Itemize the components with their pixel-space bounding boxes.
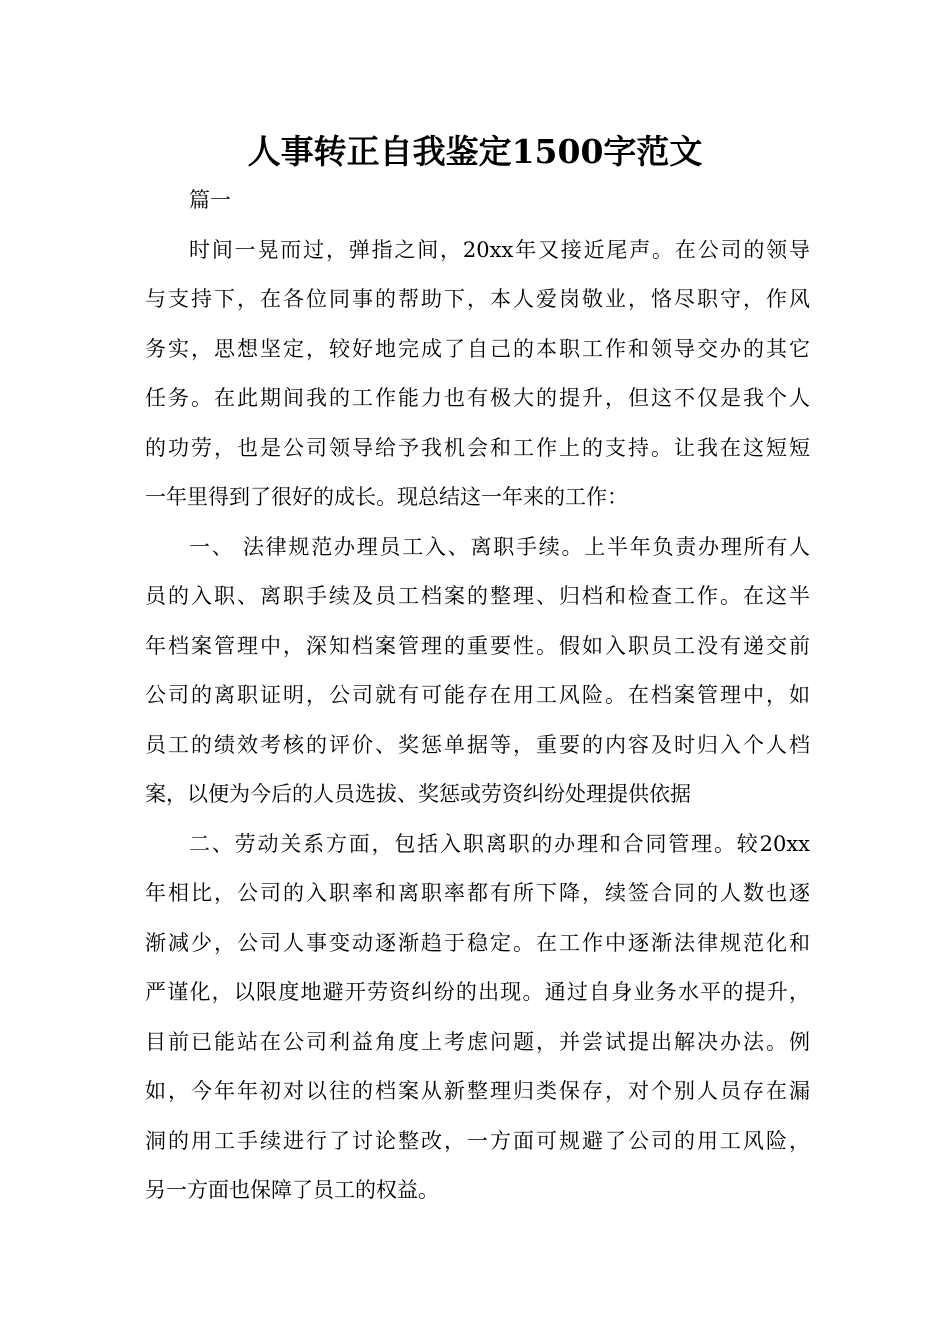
- paragraph-line: 二、劳动关系方面，包括入职离职的办理和合同管理。较20xx: [189, 831, 810, 856]
- paragraph-line: 年相比，公司的入职率和离职率都有所下降，续签合同的人数也逐: [145, 881, 810, 905]
- paragraph-line: 与支持下，在各位同事的帮助下，本人爱岗敬业，恪尽职守，作风: [145, 287, 810, 311]
- paragraph-line: 年档案管理中，深知档案管理的重要性。假如入职员工没有递交前: [145, 633, 810, 658]
- paragraph-line: 洞的用工手续进行了讨论整改，一方面可规避了公司的用工风险，: [145, 1128, 810, 1153]
- paragraph-line: 渐减少，公司人事变动逐渐趋于稳定。在工作中逐渐法律规范化和: [145, 930, 810, 955]
- paragraph-1: [145, 226, 810, 523]
- paragraph-line: 如，今年年初对以往的档案从新整理归类保存，对个别人员存在漏: [145, 1079, 810, 1103]
- paragraph-3: [145, 820, 810, 1216]
- paragraph-line: 案，以便为今后的人员选拔、奖惩或劳资纠纷处理提供依据: [145, 782, 691, 806]
- paragraph-2: [145, 523, 810, 820]
- paragraph-line: 任务。在此期间我的工作能力也有极大的提升，但这不仅是我个人: [145, 386, 810, 410]
- paragraph-line: 时间一晃而过，弹指之间，20xx年又接近尾声。在公司的领导: [189, 237, 810, 262]
- document-body: [145, 176, 810, 1216]
- section-label: 篇一: [189, 188, 231, 212]
- paragraph-line: 员的入职、离职手续及员工档案的整理、归档和检查工作。在这半: [145, 584, 810, 608]
- paragraph-line: 严谨化，以限度地避开劳资纠纷的出现。通过自身业务水平的提升，: [145, 980, 810, 1004]
- paragraph-line: 目前已能站在公司利益角度上考虑问题，并尝试提出解决办法。例: [145, 1029, 810, 1054]
- paragraph-line: 一年里得到了很好的成长。现总结这一年来的工作：: [145, 485, 628, 509]
- document-title: 人事转正自我鉴定1500字范文: [247, 132, 703, 171]
- paragraph-line: 另一方面也保障了员工的权益。: [145, 1178, 439, 1202]
- paragraph-line: 的功劳，也是公司领导给予我机会和工作上的支持。让我在这短短: [145, 435, 810, 460]
- paragraph-line: 公司的离职证明，公司就有可能存在用工风险。在档案管理中，如: [145, 683, 810, 707]
- paragraph-line: 一、 法律规范办理员工入、离职手续。上半年负责办理所有人: [189, 534, 810, 559]
- paragraph-line: 员工的绩效考核的评价、奖惩单据等，重要的内容及时归入个人档: [145, 732, 810, 757]
- paragraph-line: 务实，思想坚定，较好地完成了自己的本职工作和领导交办的其它: [145, 336, 810, 361]
